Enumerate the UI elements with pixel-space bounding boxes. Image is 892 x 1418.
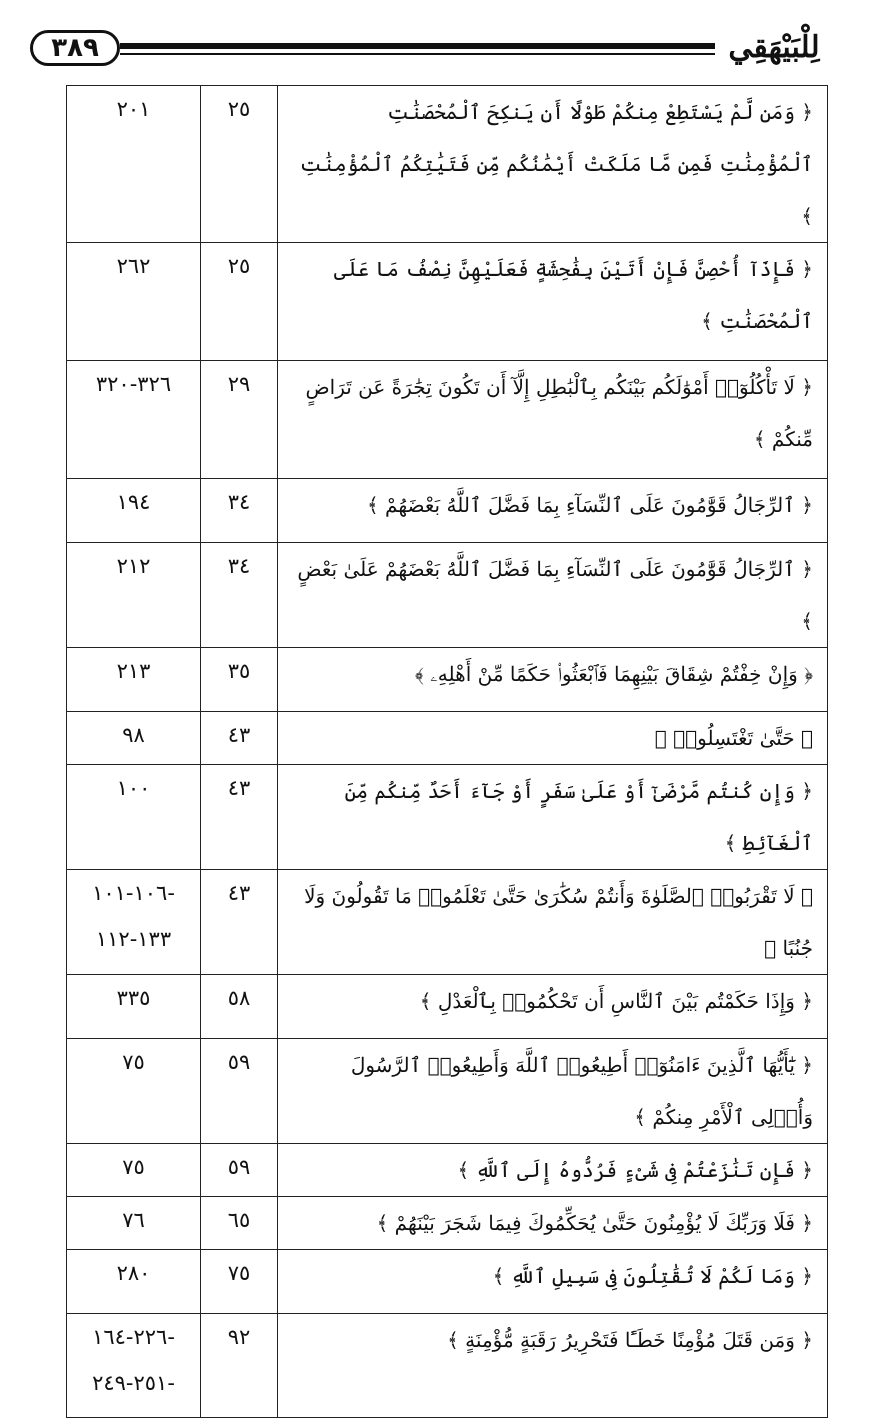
- verse-number-cell: ٧٥: [201, 1250, 278, 1314]
- page-refs-cell: [67, 1197, 201, 1250]
- table-row: [67, 1197, 828, 1250]
- table-row: [67, 1250, 828, 1314]
- verse-text-cell: ﴿ وَإِن كُنتُم مَّرْضَىٰٓ أَوْ عَلَىٰ سَفَرٍ أَوْ جَآءَ أَحَدٌ مِّنكُم مِّنَ ٱلْغَآئِطِ ﴾: [278, 765, 828, 870]
- page-refs-cell: [67, 648, 201, 712]
- verse-text-cell: ﴿ وَمَن قَتَلَ مُؤْمِنًا خَطَـًٔا فَتَحْرِيرُ رَقَبَةٍ مُّؤْمِنَةٍ ﴾: [278, 1314, 828, 1418]
- page-refs-cell: [67, 543, 201, 648]
- verse-text-cell: ﴿ وَإِنْ خِفْتُمْ شِقَاقَ بَيْنِهِمَا فَٱبْعَثُوا۟ حَكَمًا مِّنْ أَهْلِهِۦ ﴾: [278, 648, 828, 712]
- book-title: لِلْبَيْهَقِي: [728, 30, 820, 65]
- table-row: [67, 86, 828, 243]
- verse-number-cell: ٥٨: [201, 975, 278, 1039]
- page-ref: ٧٥: [122, 1155, 145, 1179]
- page-refs-cell: [67, 975, 201, 1039]
- verse-number-cell: ٩٢: [201, 1314, 278, 1418]
- page-refs-cell: [67, 712, 201, 765]
- table-row: [67, 1039, 828, 1144]
- page-ref: ٧٦: [122, 1208, 145, 1232]
- page-refs-cell: [67, 870, 201, 975]
- header-rule-thick: [120, 43, 715, 49]
- page-ref: ٢١٢: [116, 554, 151, 578]
- verse-text-cell: ﴿ ٱلرِّجَالُ قَوَّٰمُونَ عَلَى ٱلنِّسَآءِ بِمَا فَضَّلَ ٱللَّهُ بَعْضَهُمْ عَلَىٰ بَعْضٍ ﴾: [278, 543, 828, 648]
- table-row: [67, 1144, 828, 1197]
- page-refs-cell: [67, 479, 201, 543]
- table-row: [67, 712, 828, 765]
- page-ref: ٢٦٢: [116, 254, 151, 278]
- page-ref: ٢٨٠: [116, 1261, 151, 1285]
- page-ref: ٢١٣: [116, 659, 151, 683]
- page-ref: -٢٥١-٢٤٩: [92, 1371, 175, 1395]
- table-row: [67, 765, 828, 870]
- page-ref: -٢٢٦-١٦٤: [92, 1325, 175, 1349]
- verse-number-cell: ٢٩: [201, 361, 278, 479]
- page-refs-cell: [67, 765, 201, 870]
- page-refs-cell: [67, 1144, 201, 1197]
- page-ref: ١٣٣-١١٢: [95, 927, 172, 951]
- verse-number-cell: ٢٥: [201, 243, 278, 361]
- header-rule-thin: [120, 53, 715, 55]
- verse-text-cell: ﴿ لَا تَقْرَبُوا۟ ٱلصَّلَوٰةَ وَأَنتُمْ سُكَٰرَىٰ حَتَّىٰ تَعْلَمُوا۟ مَا تَقُولُونَ وَلَا جُنُبًا ﴾: [278, 870, 828, 975]
- verse-number-cell: ٦٥: [201, 1197, 278, 1250]
- verse-text-cell: ﴿ فَلَا وَرَبِّكَ لَا يُؤْمِنُونَ حَتَّىٰ يُحَكِّمُوكَ فِيمَا شَجَرَ بَيْنَهُمْ ﴾: [278, 1197, 828, 1250]
- verse-text-cell: ﴿ وَمَن لَّمْ يَسْتَطِعْ مِنكُمْ طَوْلًا أَن يَنكِحَ ٱلْمُحْصَنَٰتِ ٱلْمُؤْمِنَٰتِ فَمِن مَّا مَلَكَتْ أَيْمَٰنُكُم مِّن فَتَيَٰتِكُمُ ٱلْمُؤْمِنَٰتِ ﴾: [278, 86, 828, 243]
- verse-text-cell: ﴿ فَإِذَآ أُحْصِنَّ فَإِنْ أَتَيْنَ بِفَٰحِشَةٍ فَعَلَيْهِنَّ نِصْفُ مَا عَلَى ٱلْمُحْصَنَٰتِ ﴾: [278, 243, 828, 361]
- verse-text-cell: ﴿ وَمَا لَكُمْ لَا تُقَٰتِلُونَ فِى سَبِيلِ ٱللَّهِ ﴾: [278, 1250, 828, 1314]
- verse-text-cell: ﴿ فَإِن تَنَٰزَعْتُمْ فِى شَىْءٍ فَرُدُّوهُ إِلَى ٱللَّهِ ﴾: [278, 1144, 828, 1197]
- page-ref: ٢٠١: [116, 97, 151, 121]
- page-refs-cell: [67, 243, 201, 361]
- page-number: ٣٨٩: [30, 30, 120, 66]
- verse-number-cell: ٢٥: [201, 86, 278, 243]
- verse-text-cell: ﴿ يَٰٓأَيُّهَا ٱلَّذِينَ ءَامَنُوٓا۟ أَطِيعُوا۟ ٱللَّهَ وَأَطِيعُوا۟ ٱلرَّسُولَ وَأُو۟لِى ٱلْأَمْرِ مِنكُمْ ﴾: [278, 1039, 828, 1144]
- page-refs-cell: [67, 1250, 201, 1314]
- table-row: [67, 361, 828, 479]
- page-header: [30, 28, 830, 72]
- verse-number-cell: ٤٣: [201, 712, 278, 765]
- verse-index-table: [66, 85, 828, 1418]
- table-row: [67, 975, 828, 1039]
- page-refs-cell: [67, 1039, 201, 1144]
- page-refs-cell: [67, 1314, 201, 1418]
- verse-text-cell: ﴿ ٱلرِّجَالُ قَوَّٰمُونَ عَلَى ٱلنِّسَآءِ بِمَا فَضَّلَ ٱللَّهُ بَعْضَهُمْ ﴾: [278, 479, 828, 543]
- verse-number-cell: ٣٤: [201, 543, 278, 648]
- page-ref: -١٠٦-١٠١: [92, 881, 175, 905]
- page-ref: ٩٨: [122, 723, 145, 747]
- verse-number-cell: ٥٩: [201, 1039, 278, 1144]
- page-ref: ١٩٤: [116, 490, 151, 514]
- page-refs-cell: [67, 86, 201, 243]
- table-row: [67, 479, 828, 543]
- page-ref: ٣٣٥: [116, 986, 151, 1010]
- verse-text-cell: ﴿ وَإِذَا حَكَمْتُم بَيْنَ ٱلنَّاسِ أَن تَحْكُمُوا۟ بِٱلْعَدْلِ ﴾: [278, 975, 828, 1039]
- table-row: [67, 543, 828, 648]
- table-row: [67, 870, 828, 975]
- verse-text-cell: ﴿ لَا تَأْكُلُوٓا۟ أَمْوَٰلَكُم بَيْنَكُم بِٱلْبَٰطِلِ إِلَّآ أَن تَكُونَ تِجَٰرَةً عَن تَرَاضٍ مِّنكُمْ ﴾: [278, 361, 828, 479]
- verse-number-cell: ٤٣: [201, 765, 278, 870]
- verse-number-cell: ٣٥: [201, 648, 278, 712]
- table-row: [67, 1314, 828, 1418]
- page-ref: ٧٥: [122, 1050, 145, 1074]
- page-refs-cell: [67, 361, 201, 479]
- verse-number-cell: ٣٤: [201, 479, 278, 543]
- verse-number-cell: ٤٣: [201, 870, 278, 975]
- table-row: [67, 648, 828, 712]
- verse-number-cell: ٥٩: [201, 1144, 278, 1197]
- verse-text-cell: ﴿ حَتَّىٰ تَغْتَسِلُوا۟ ﴾: [278, 712, 828, 765]
- page-ref: ٣٢٦-٣٢٠: [95, 372, 172, 396]
- table-row: [67, 243, 828, 361]
- page-ref: ١٠٠: [116, 776, 151, 800]
